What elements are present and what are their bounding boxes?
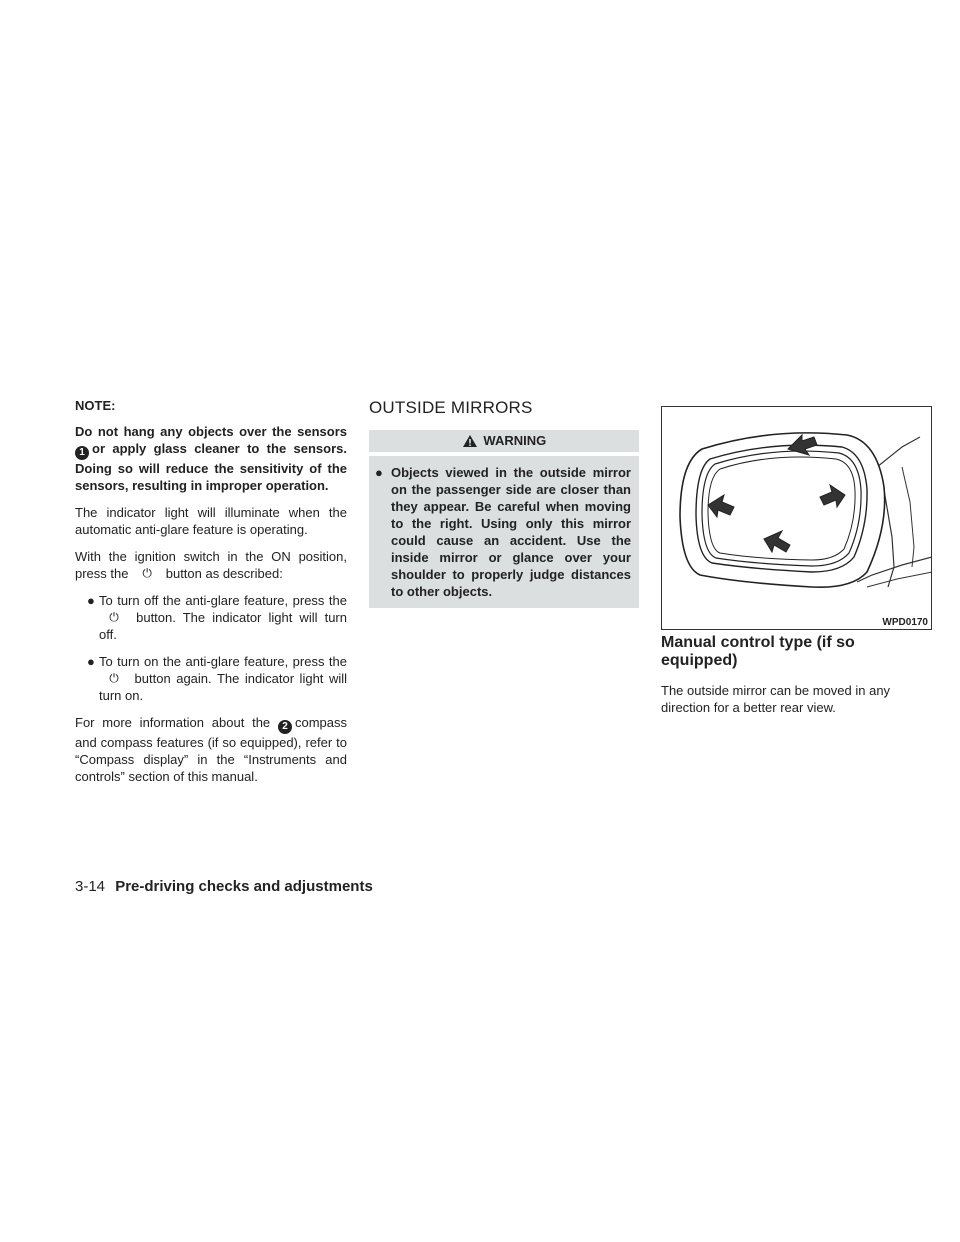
warning-item: [375, 464, 631, 600]
more-text-pre: For more information about the: [75, 715, 271, 730]
note-text-pre: Do not hang any objects over the sensors: [75, 424, 347, 439]
power-icon: ⏻: [142, 566, 152, 580]
ignition-text-pre: With the ignition switch in the ON position, press the: [75, 549, 347, 581]
bullet-list: [75, 592, 347, 704]
note-text-post: or apply glass cleaner to the sensors. Doing so will reduce the sensitivity of the sensors, resulting in improper operation.: [75, 441, 347, 493]
ignition-text-post: button as described:: [165, 566, 283, 581]
subsection-title: Manual control type (if so equipped): [661, 634, 855, 669]
more-info-paragraph: [75, 714, 347, 785]
bullet-icon: ●: [375, 465, 383, 480]
column-right: [661, 634, 933, 726]
note-label: NOTE:: [75, 398, 116, 413]
callout-2-icon: 2: [278, 720, 292, 734]
warning-label: WARNING: [483, 433, 547, 448]
bullet2-text-post: button again. The indicator light will turn on.: [99, 671, 347, 703]
page-number: 3-14: [75, 878, 106, 895]
bullet-icon: ●: [87, 654, 95, 669]
more-text-post: compass and compass features (if so equipped), refer to “Compass display” in the “Instruments and controls” section of this manual.: [75, 715, 347, 784]
bullet-icon: ●: [87, 593, 95, 608]
mirror-illustration: [661, 406, 932, 630]
figure-code: WPD0170: [882, 617, 928, 628]
bullet1-text-post: button. The indicator light will turn off.: [99, 610, 347, 642]
bullet1-text-pre: To turn off the anti-glare feature, press the: [99, 593, 347, 608]
note-paragraph: [75, 423, 347, 494]
page-footer: [75, 878, 373, 895]
section-title: OUTSIDE MIRRORS: [369, 398, 533, 417]
bullet2-text-pre: To turn on the anti-glare feature, press the: [99, 654, 347, 669]
list-item: [87, 653, 347, 704]
power-icon: ⏻: [109, 671, 119, 685]
indicator-paragraph: The indicator light will illuminate when the automatic anti-glare feature is operating.: [75, 505, 347, 537]
outside-mirror-drawing: [662, 407, 932, 630]
callout-1-icon: 1: [75, 446, 89, 460]
manual-control-paragraph: The outside mirror can be moved in any direction for a better rear view.: [661, 683, 891, 715]
column-middle: [369, 398, 639, 608]
footer-section-title: Pre-driving checks and adjustments: [115, 878, 373, 895]
warning-triangle-icon: [462, 434, 478, 448]
column-left: [75, 398, 347, 795]
ignition-paragraph: [75, 548, 347, 582]
warning-header: [369, 430, 639, 452]
warning-text: Objects viewed in the outside mirror on the passenger side are closer than they appear. Be careful when moving to the right. Using only this mirror could cause an accident. Use the inside mirror or glance over your shoulder to properly judge distances to other objects.: [391, 465, 631, 599]
warning-box: [369, 456, 639, 608]
power-icon: ⏻: [109, 610, 119, 624]
list-item: [87, 592, 347, 643]
